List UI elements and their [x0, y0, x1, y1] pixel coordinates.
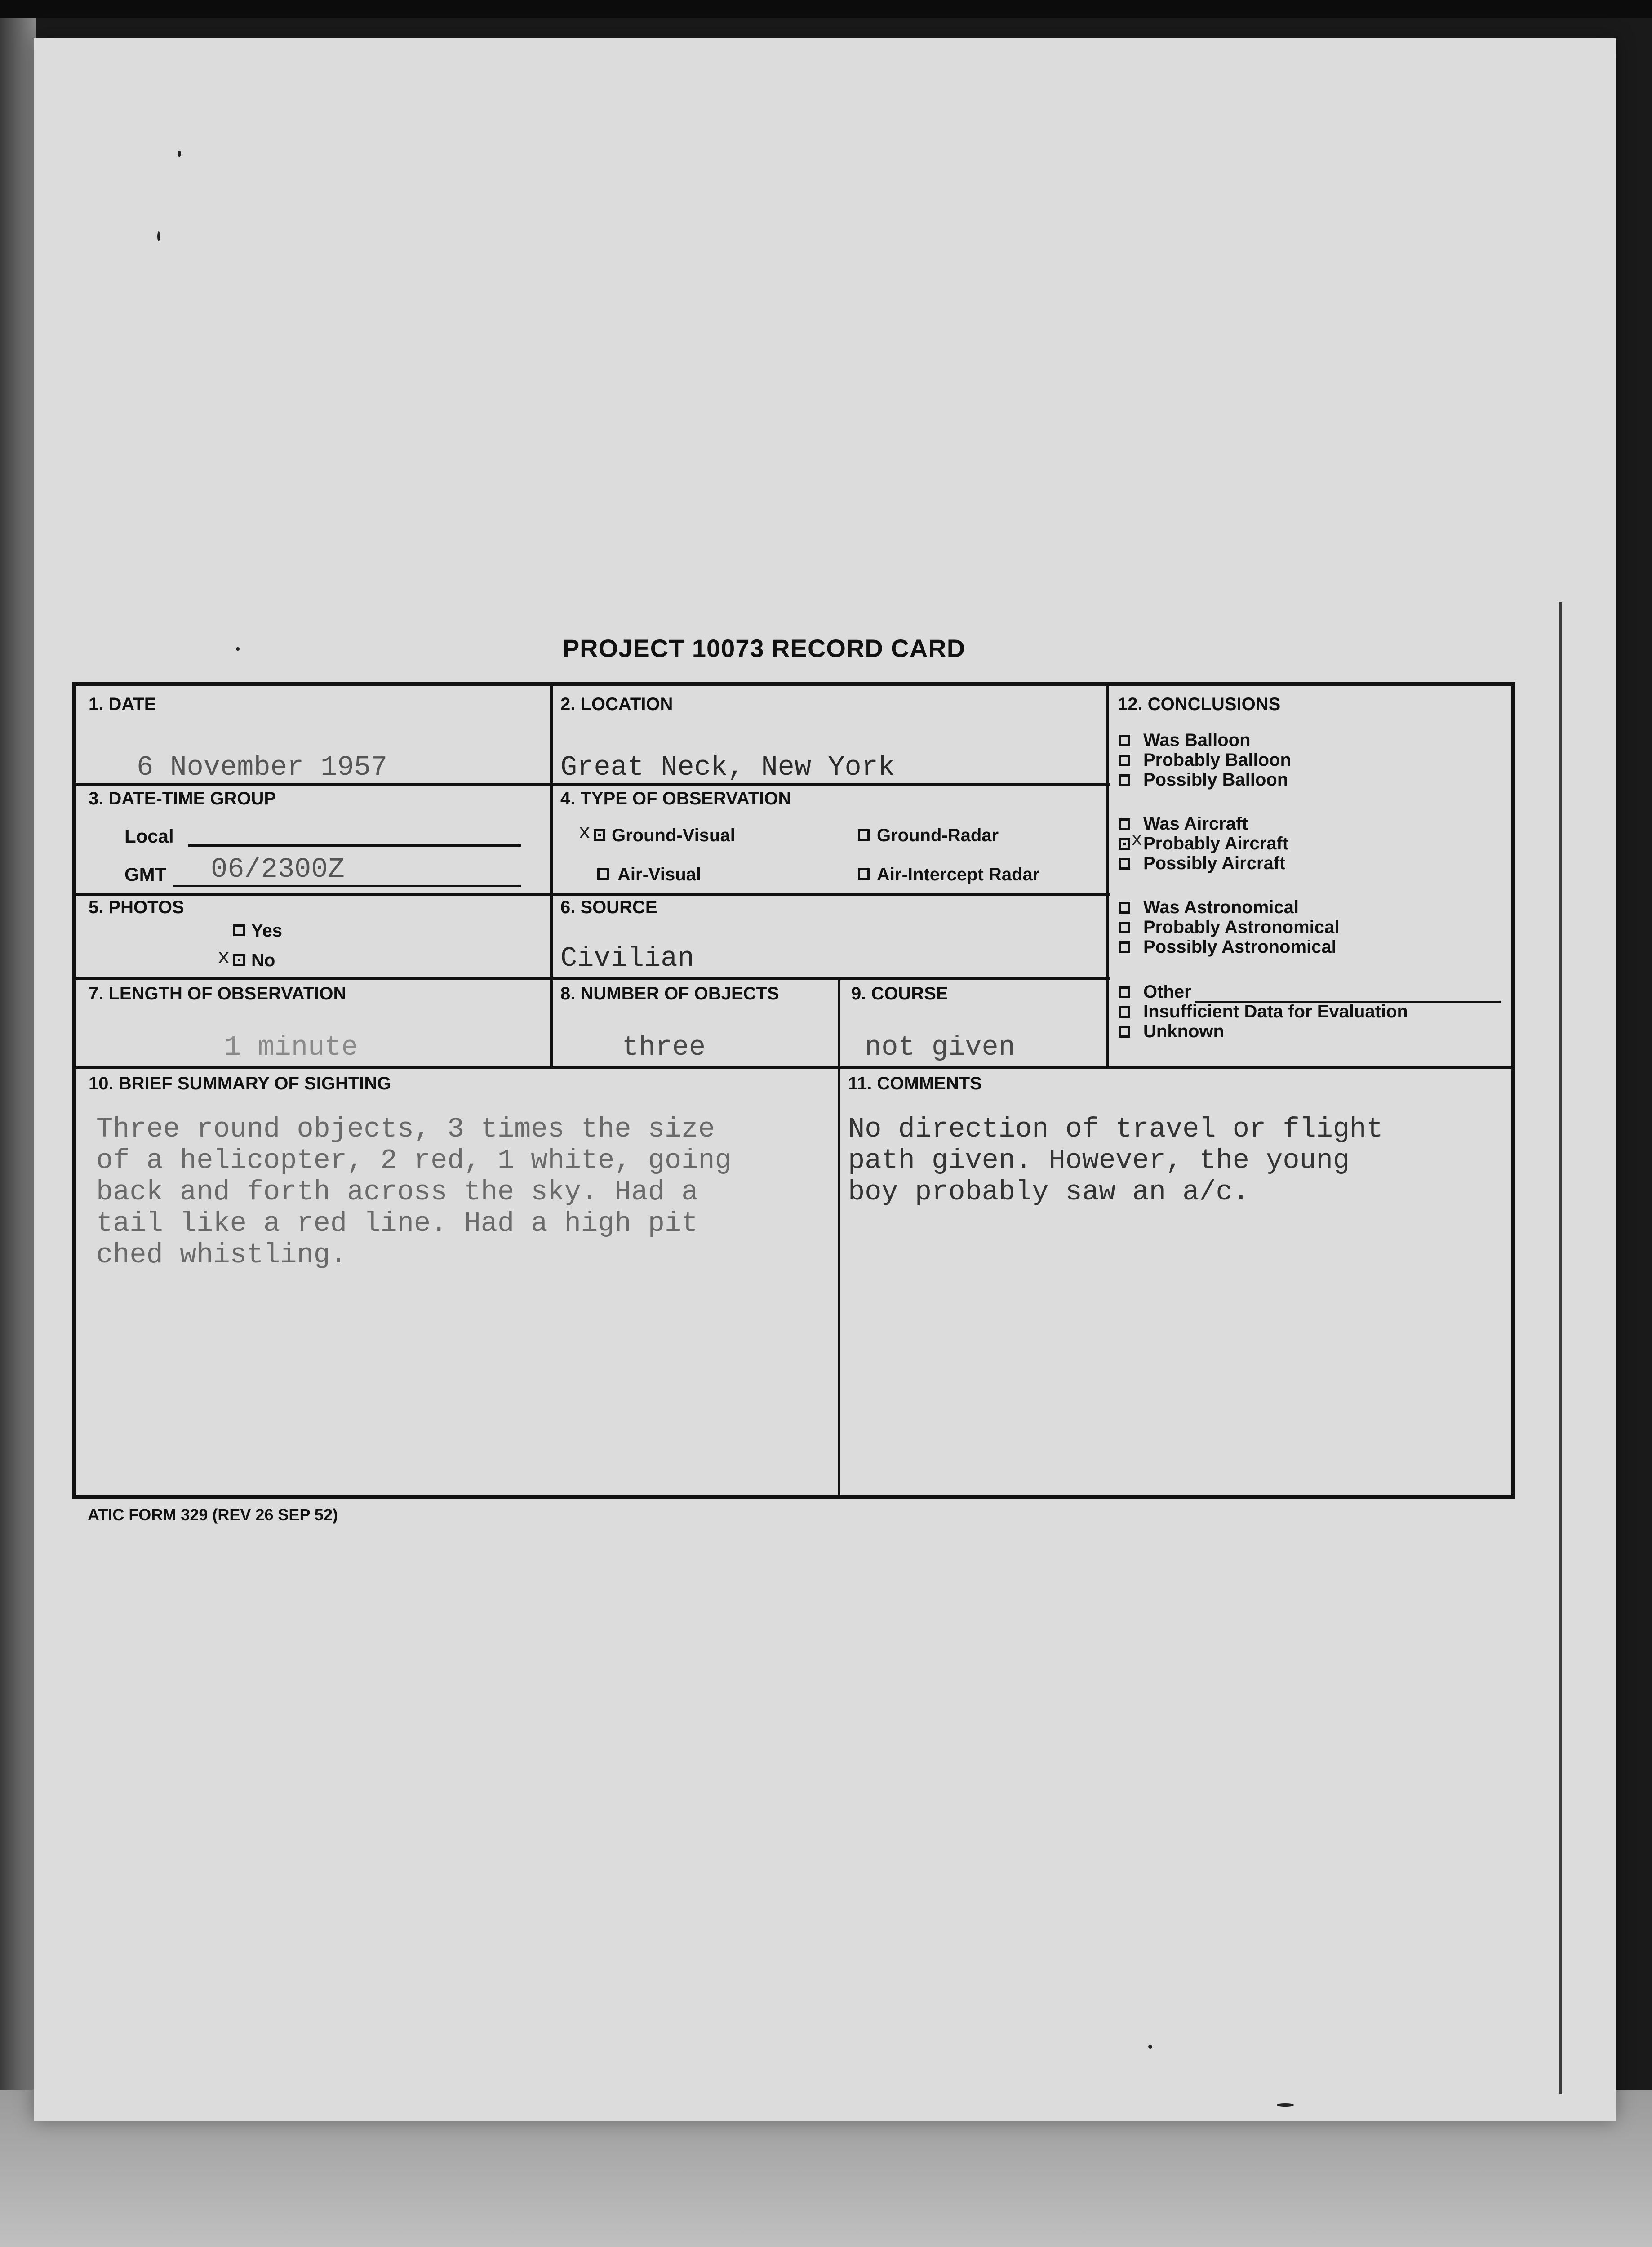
was-balloon-label: Was Balloon: [1143, 730, 1251, 750]
summary-line: Three round objects, 3 times the size: [96, 1113, 715, 1145]
ground-radar-checkbox[interactable]: [858, 829, 870, 841]
probably-astronomical-checkbox[interactable]: [1119, 922, 1130, 933]
brief-summary-label: 10. BRIEF SUMMARY OF SIGHTING: [89, 1074, 391, 1093]
possibly-balloon-checkbox[interactable]: [1119, 774, 1130, 786]
source-value: Civilian: [560, 942, 694, 974]
scan-speck: [157, 231, 160, 241]
possibly-aircraft-checkbox[interactable]: [1119, 858, 1130, 870]
probably-aircraft-x-mark: x: [1131, 829, 1143, 851]
row-divider: [76, 893, 1110, 896]
other-label: Other: [1143, 982, 1191, 1002]
ground-visual-x-mark: x: [578, 821, 591, 844]
ground-visual-label: Ground-Visual: [612, 826, 735, 845]
card-title: PROJECT 10073 RECORD CARD: [562, 634, 966, 662]
scan-speck: [178, 151, 181, 157]
summary-line: tail like a red line. Had a high pit: [96, 1208, 698, 1239]
length-of-observation-value: 1 minute: [224, 1031, 358, 1063]
comment-line: No direction of travel or flight: [848, 1113, 1383, 1145]
probably-aircraft-checkbox[interactable]: [1119, 838, 1130, 850]
gmt-label: GMT: [124, 864, 167, 885]
comments-label: 11. COMMENTS: [848, 1074, 982, 1093]
type-of-observation-label: 4. TYPE OF OBSERVATION: [560, 789, 791, 808]
scan-speck: [1148, 2045, 1152, 2049]
insufficient-data-label: Insufficient Data for Evaluation: [1143, 1002, 1408, 1021]
comment-line: path given. However, the young: [848, 1145, 1350, 1177]
unknown-checkbox[interactable]: [1119, 1026, 1130, 1038]
air-visual-label: Air-Visual: [617, 865, 701, 884]
was-aircraft-label: Was Aircraft: [1143, 814, 1248, 834]
air-intercept-radar-checkbox[interactable]: [858, 868, 870, 880]
summary-line: ched whistling.: [96, 1239, 347, 1271]
was-astronomical-checkbox[interactable]: [1119, 902, 1130, 914]
record-card: [72, 682, 1515, 1499]
photos-yes-checkbox[interactable]: [233, 924, 245, 936]
scan-speck: [1276, 2103, 1294, 2107]
local-field-line: [188, 844, 521, 847]
conclusions-label: 12. CONCLUSIONS: [1118, 694, 1281, 714]
possibly-aircraft-label: Possibly Aircraft: [1143, 853, 1286, 873]
number-of-objects-label: 8. NUMBER OF OBJECTS: [560, 984, 779, 1004]
form-identifier: ATIC FORM 329 (REV 26 SEP 52): [88, 1505, 338, 1524]
column-divider: [838, 977, 840, 1495]
photos-yes-label: Yes: [251, 921, 282, 941]
source-label: 6. SOURCE: [560, 897, 657, 917]
length-of-observation-label: 7. LENGTH OF OBSERVATION: [89, 984, 346, 1004]
location-value: Great Neck, New York: [560, 751, 895, 783]
paper-right-rule: [1559, 602, 1562, 2094]
photos-label: 5. PHOTOS: [89, 897, 184, 917]
probably-astronomical-label: Probably Astronomical: [1143, 917, 1340, 937]
possibly-astronomical-checkbox[interactable]: [1119, 941, 1130, 953]
probably-balloon-label: Probably Balloon: [1143, 750, 1291, 770]
scan-left-edge: [0, 18, 36, 2130]
insufficient-data-checkbox[interactable]: [1119, 1006, 1130, 1018]
photos-no-checkbox[interactable]: [233, 954, 245, 966]
location-label: 2. LOCATION: [560, 694, 673, 714]
summary-line: of a helicopter, 2 red, 1 white, going: [96, 1145, 732, 1177]
comment-line: boy probably saw an a/c.: [848, 1176, 1249, 1208]
course-label: 9. COURSE: [851, 984, 948, 1004]
number-of-objects-value: three: [622, 1031, 706, 1063]
scan-speck: [236, 647, 240, 651]
possibly-astronomical-label: Possibly Astronomical: [1143, 937, 1337, 957]
probably-balloon-checkbox[interactable]: [1119, 755, 1130, 766]
row-divider: [76, 977, 1110, 980]
was-balloon-checkbox[interactable]: [1119, 735, 1130, 746]
date-value: 6 November 1957: [137, 751, 388, 783]
possibly-balloon-label: Possibly Balloon: [1143, 770, 1288, 790]
ground-radar-label: Ground-Radar: [877, 826, 999, 845]
air-intercept-radar-label: Air-Intercept Radar: [877, 865, 1040, 884]
date-time-group-label: 3. DATE-TIME GROUP: [89, 789, 276, 808]
photos-no-label: No: [251, 950, 275, 970]
photos-no-x-mark: x: [218, 946, 230, 969]
column-divider: [550, 686, 553, 1066]
was-astronomical-label: Was Astronomical: [1143, 897, 1299, 917]
was-aircraft-checkbox[interactable]: [1119, 818, 1130, 830]
other-checkbox[interactable]: [1119, 986, 1130, 998]
gmt-value: 06/2300Z: [211, 853, 345, 885]
summary-line: back and forth across the sky. Had a: [96, 1176, 698, 1208]
row-divider: [76, 1066, 1511, 1069]
course-value: not given: [865, 1031, 1015, 1063]
scan-top-edge: [0, 0, 1652, 18]
air-visual-checkbox[interactable]: [597, 868, 609, 880]
probably-aircraft-label: Probably Aircraft: [1143, 834, 1289, 853]
unknown-label: Unknown: [1143, 1021, 1224, 1041]
local-label: Local: [124, 826, 174, 847]
ground-visual-checkbox[interactable]: [594, 829, 605, 841]
column-divider: [1106, 686, 1109, 1069]
date-label: 1. DATE: [89, 694, 156, 714]
